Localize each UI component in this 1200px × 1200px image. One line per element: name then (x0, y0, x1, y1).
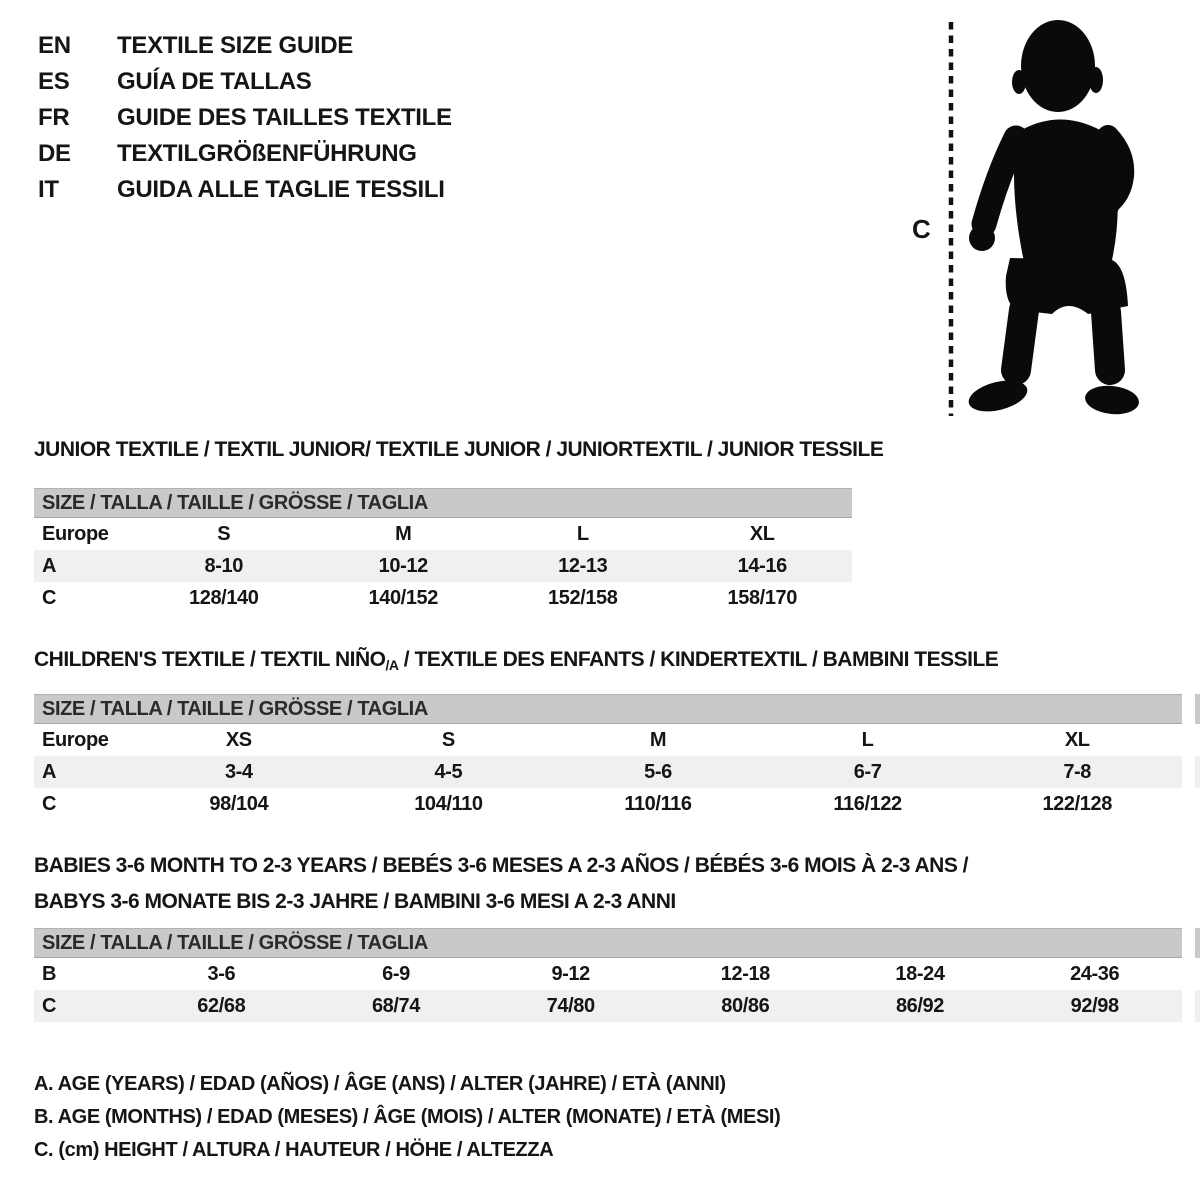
table-cell: 9-12 (551, 962, 590, 985)
language-code: ES (38, 68, 70, 95)
junior-section-title: JUNIOR TEXTILE / TEXTIL JUNIOR/ TEXTILE JUNIOR / JUNIORTEXTIL / JUNIOR TESSILE (34, 438, 884, 461)
table-row-height (34, 788, 1182, 820)
crop-sliver (1195, 928, 1200, 958)
table-row-europe (34, 724, 1182, 756)
table-cell: 80/86 (721, 994, 770, 1017)
language-header (38, 28, 452, 208)
table-cell: 140/152 (368, 586, 438, 609)
table-cell: 12-13 (558, 554, 608, 577)
children-title-post: / TEXTILE DES ENFANTS / KINDERTEXTIL / BAMBINI TESSILE (398, 648, 999, 671)
table-cell: 68/74 (371, 994, 421, 1017)
legend-line-b: B. AGE (MONTHS) / EDAD (MESES) / ÂGE (MOIS) / ALTER (MONATE) / ETÀ (MESI) (34, 1106, 781, 1128)
table-cell: L (576, 522, 589, 545)
junior-size-table (34, 488, 852, 614)
table-cell: 62/68 (197, 994, 246, 1017)
table-row-age (34, 756, 1182, 788)
table-row-age (34, 550, 852, 582)
children-section-title (34, 648, 998, 677)
table-cell: XS (225, 728, 252, 751)
table-cell: 6-9 (382, 962, 410, 985)
children-size-table (34, 694, 1182, 820)
table-cell: 110/116 (624, 792, 692, 815)
table-cell: 128/140 (189, 586, 259, 609)
language-row-es (38, 64, 452, 100)
table-cell: 152/158 (548, 586, 618, 609)
language-row-fr (38, 100, 452, 136)
table-cell: S (217, 522, 231, 545)
table-cell: 3-4 (224, 760, 253, 783)
table-cell: 24-36 (1070, 962, 1120, 985)
babies-title-line2: BABYS 3-6 MONATE BIS 2-3 JAHRE / BAMBINI 3-6 MESI A 2-3 ANNI (34, 890, 676, 913)
babies-section-title (34, 848, 968, 920)
babies-title-line1: BABIES 3-6 MONTH TO 2-3 YEARS / BEBÉS 3-6 MESES A 2-3 AÑOS / BÉBÉS 3-6 MOIS À 2-3 ANS / (34, 854, 969, 877)
row-label: Europe (42, 728, 109, 751)
language-code: DE (38, 140, 71, 167)
table-cell: XL (1064, 728, 1090, 751)
table-cell: M (649, 728, 667, 751)
height-measure-label: C (912, 214, 931, 244)
guide-title-en: TEXTILE SIZE GUIDE (117, 32, 353, 59)
guide-title-fr: GUIDE DES TAILLES TEXTILE (117, 104, 452, 131)
crop-sliver (1195, 990, 1200, 1022)
children-title-sub: /A (385, 657, 399, 673)
language-row-en (38, 28, 452, 64)
guide-title-de: TEXTILGRÖßENFÜHRUNG (117, 140, 417, 167)
table-cell: 12-18 (720, 962, 770, 985)
table-cell: 74/80 (546, 994, 595, 1017)
table-cell: 116/122 (833, 792, 902, 815)
table-cell: 104/110 (414, 792, 483, 815)
legend-line-c: C. (cm) HEIGHT / ALTURA / HAUTEUR / HÖHE / ALTEZZA (34, 1139, 554, 1161)
table-row-months (34, 958, 1182, 990)
table-cell: 3-6 (207, 962, 236, 985)
language-code: EN (38, 32, 71, 59)
language-row-it (38, 172, 452, 208)
row-label: A (42, 554, 57, 577)
children-title-pre: CHILDREN'S TEXTILE / TEXTIL NIÑO (34, 648, 386, 671)
table-cell: XL (749, 522, 775, 545)
size-header-bar (34, 488, 852, 518)
table-cell: L (861, 728, 874, 751)
table-cell: 7-8 (1063, 760, 1092, 783)
size-header-label: SIZE / TALLA / TAILLE / GRÖSSE / TAGLIA (42, 931, 428, 954)
legend-line-a: A. AGE (YEARS) / EDAD (AÑOS) / ÂGE (ANS) / ALTER (JAHRE) / ETÀ (ANNI) (34, 1073, 726, 1095)
table-cell: 122/128 (1042, 792, 1112, 815)
legend (34, 1068, 780, 1167)
crop-sliver (1195, 694, 1200, 724)
table-cell: 4-5 (434, 760, 463, 783)
table-cell: 158/170 (727, 586, 797, 609)
table-cell: M (395, 522, 412, 545)
size-header-bar (34, 694, 1182, 724)
size-header-label: SIZE / TALLA / TAILLE / GRÖSSE / TAGLIA (42, 491, 428, 514)
guide-title-it: GUIDA ALLE TAGLIE TESSILI (117, 176, 445, 203)
crop-sliver (1195, 756, 1200, 788)
guide-title-es: GUÍA DE TALLAS (117, 68, 312, 95)
baby-silhouette-shape (966, 20, 1141, 417)
baby-silhouette (938, 12, 1145, 422)
row-label: A (42, 760, 57, 783)
size-header-label: SIZE / TALLA / TAILLE / GRÖSSE / TAGLIA (42, 697, 428, 720)
row-label: C (42, 792, 57, 815)
table-cell: 86/92 (895, 994, 945, 1017)
table-row-height (34, 582, 852, 614)
table-cell: 92/98 (1070, 994, 1119, 1017)
table-row-height (34, 990, 1182, 1022)
table-cell: 18-24 (895, 962, 945, 985)
table-row-europe (34, 518, 852, 550)
table-cell: 14-16 (737, 554, 787, 577)
table-cell: S (441, 728, 455, 751)
language-code: IT (38, 176, 59, 203)
table-cell: 6-7 (853, 760, 882, 783)
row-label: B (42, 962, 57, 985)
row-label: Europe (42, 522, 109, 545)
table-cell: 8-10 (204, 554, 243, 577)
language-row-de (38, 136, 452, 172)
table-cell: 10-12 (378, 554, 428, 577)
size-header-bar (34, 928, 1182, 958)
language-code: FR (38, 104, 70, 131)
table-cell: 5-6 (644, 760, 672, 783)
row-label: C (42, 586, 57, 609)
table-cell: 98/104 (209, 792, 269, 815)
babies-size-table (34, 928, 1182, 1022)
row-label: C (42, 994, 57, 1017)
